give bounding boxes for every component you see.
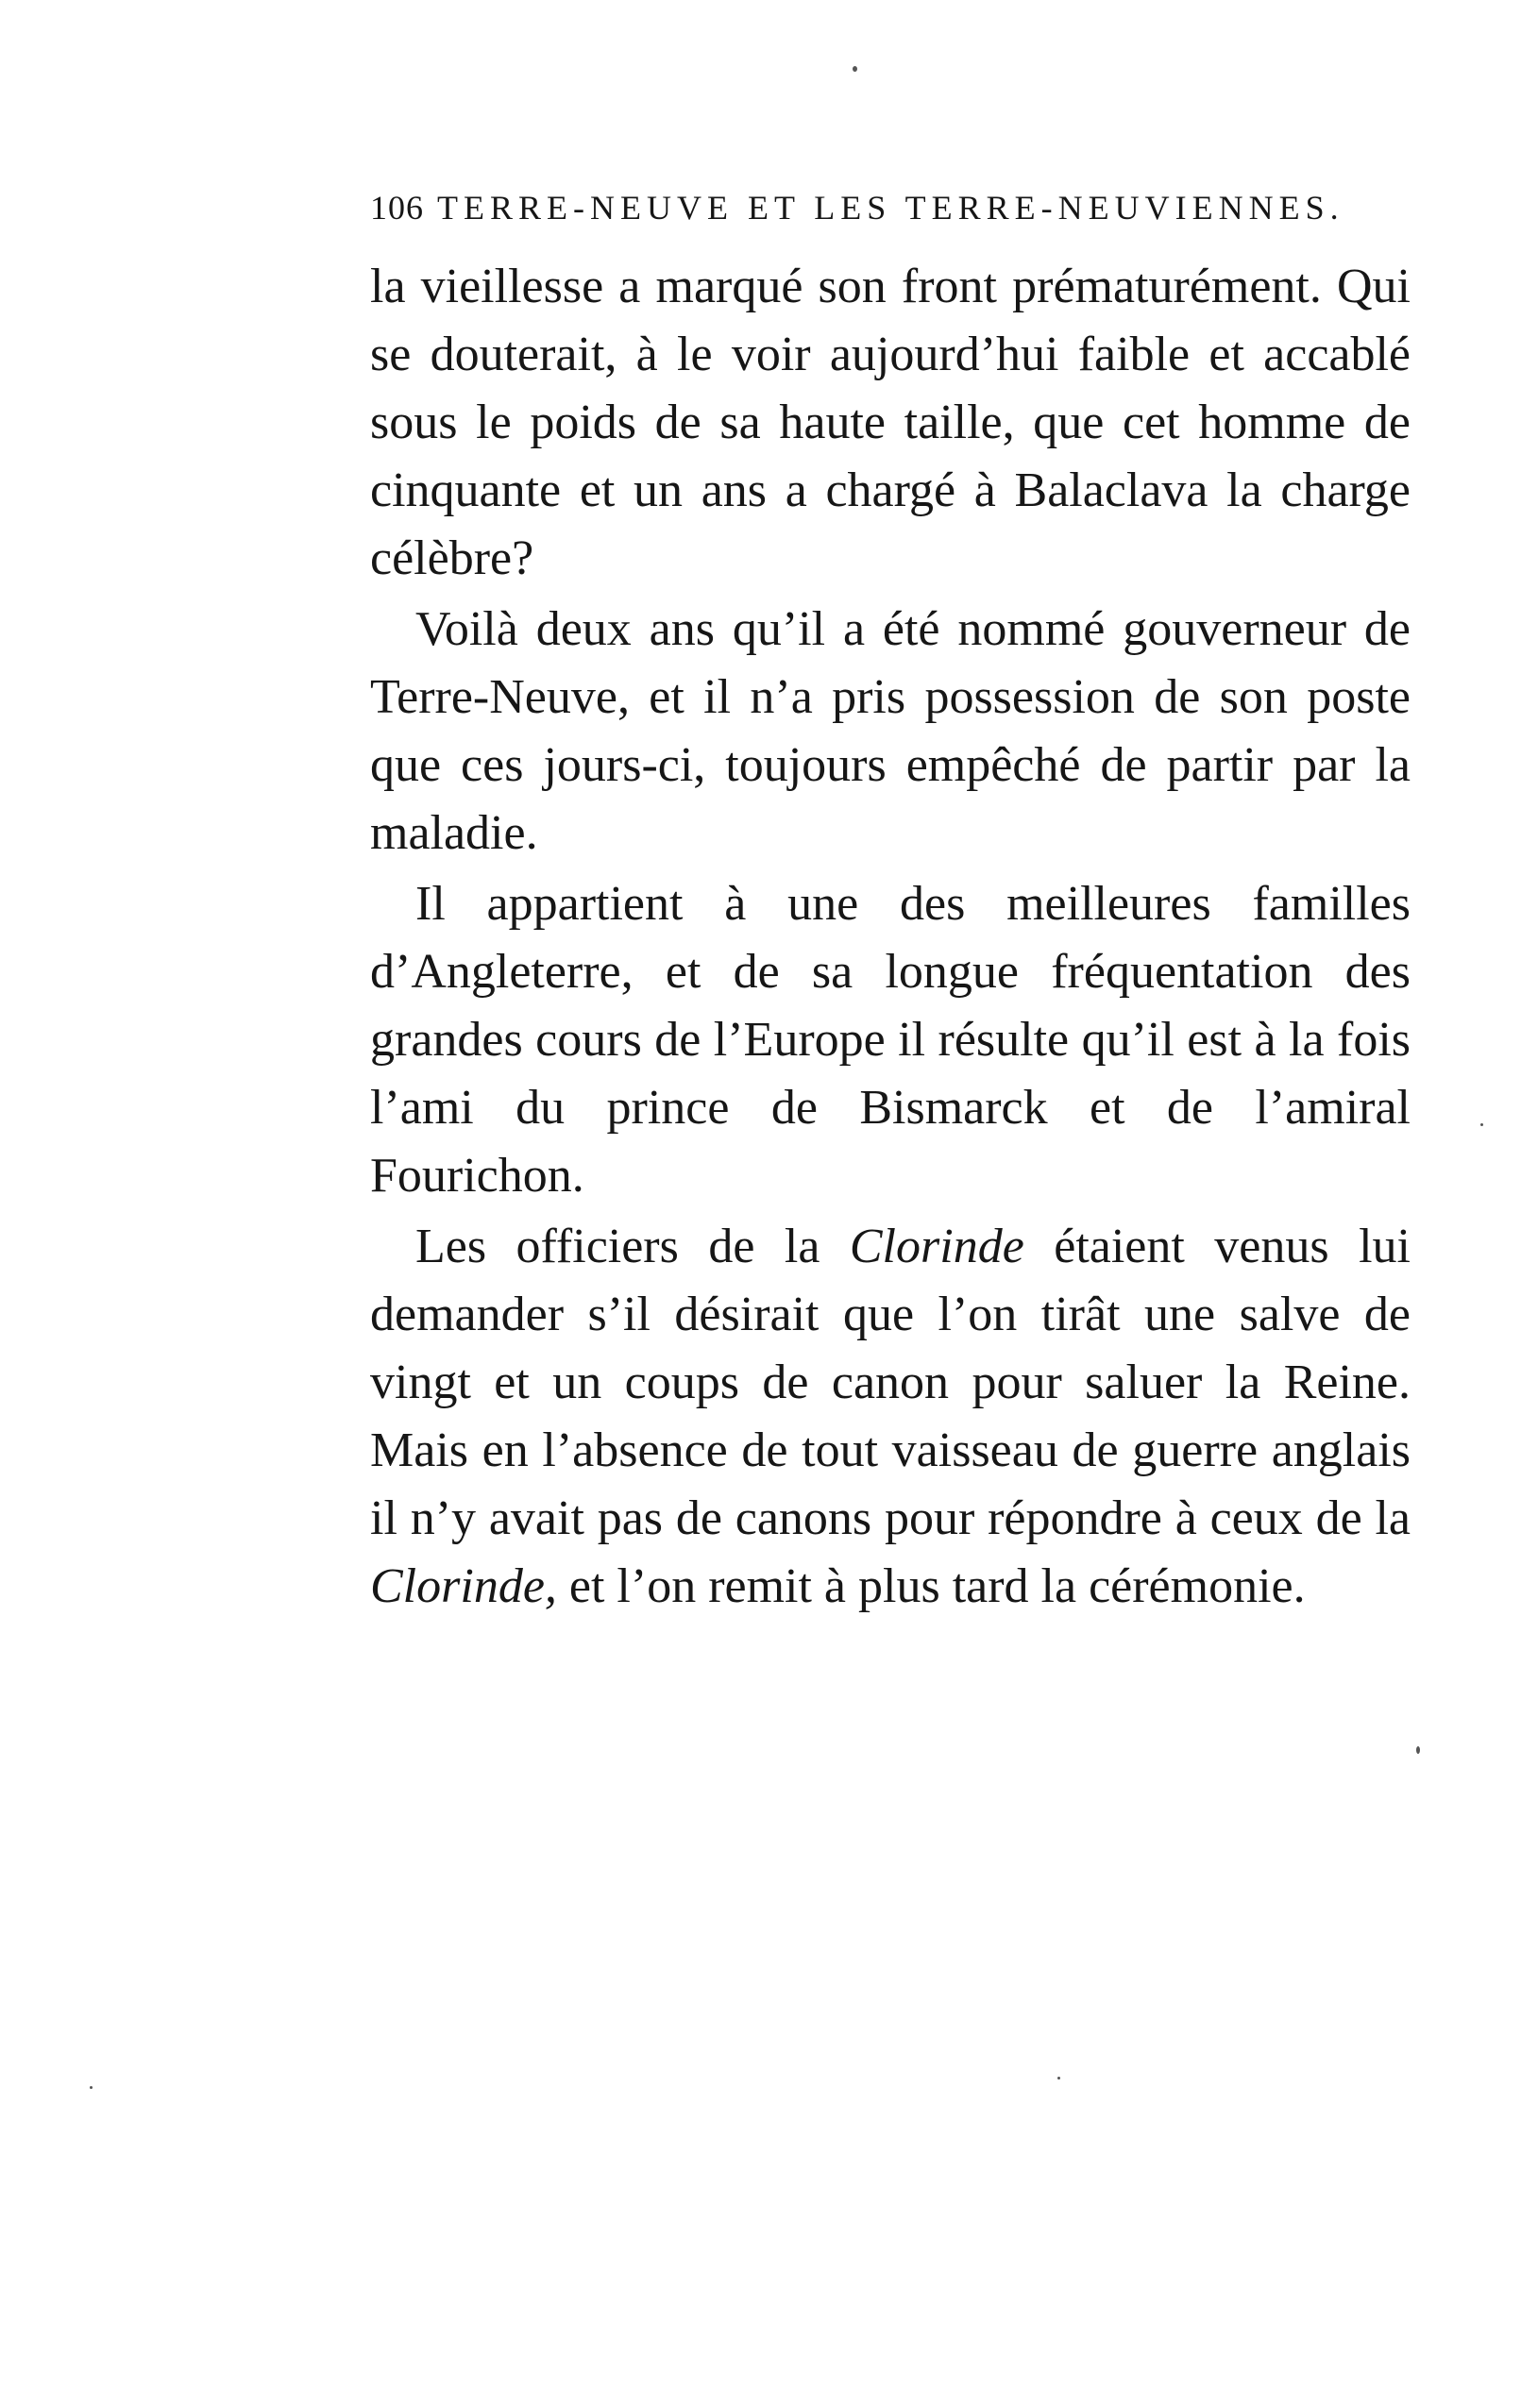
- body-text: [370, 253, 1411, 1624]
- scan-speck: [1480, 1123, 1483, 1126]
- text-segment: étaient venus lui demander s’il désirait que l’on tirât une salve de vingt et un coups de canon pour saluer la Reine. Mais en l’absence de tout vaisseau de guerre anglais il n’y avait pas de canons pour répondre à ceux de la: [370, 1220, 1411, 1545]
- scan-speck: [1057, 2077, 1060, 2080]
- paragraph-continuation: la vieillesse a marqué son front prématurément. Qui se douterait, à le voir aujourd’hui faible et accablé sous le poids de sa haute taille, que cet homme de cinquante et un ans a chargé à Balaclava la charge célèbre?: [370, 260, 1411, 585]
- text-segment: Les officiers de la: [415, 1220, 850, 1273]
- paragraph-governor-appointment: Voilà deux ans qu’il a été nommé gouverneur de Terre-Neuve, et il n’a pris possession de son poste que ces jours-ci, toujours empêché de partir par la maladie.: [370, 602, 1411, 860]
- running-title: TERRE-NEUVE ET LES TERRE-NEUVIENNES.: [437, 189, 1344, 227]
- running-header: [370, 179, 1426, 236]
- text-segment: et l’on remit à plus tard la cérémonie.: [556, 1559, 1306, 1613]
- scan-speck: [90, 2086, 93, 2089]
- ship-name: Clorinde: [849, 1220, 1024, 1273]
- paragraph-family: Il appartient à une des meilleures familles d’Angleterre, et de sa longue fréquentation des grandes cours de l’Europe il résulte qu’il est à la fois l’ami du prince de Bismarck et de l’amiral Fourichon.: [370, 877, 1411, 1203]
- scan-speck: [853, 66, 857, 72]
- page-number: 106: [370, 189, 424, 227]
- paragraph-clorinde-officers: [370, 1213, 1411, 1621]
- ship-name: Clorinde,: [370, 1559, 557, 1613]
- scan-speck: [1416, 1746, 1420, 1754]
